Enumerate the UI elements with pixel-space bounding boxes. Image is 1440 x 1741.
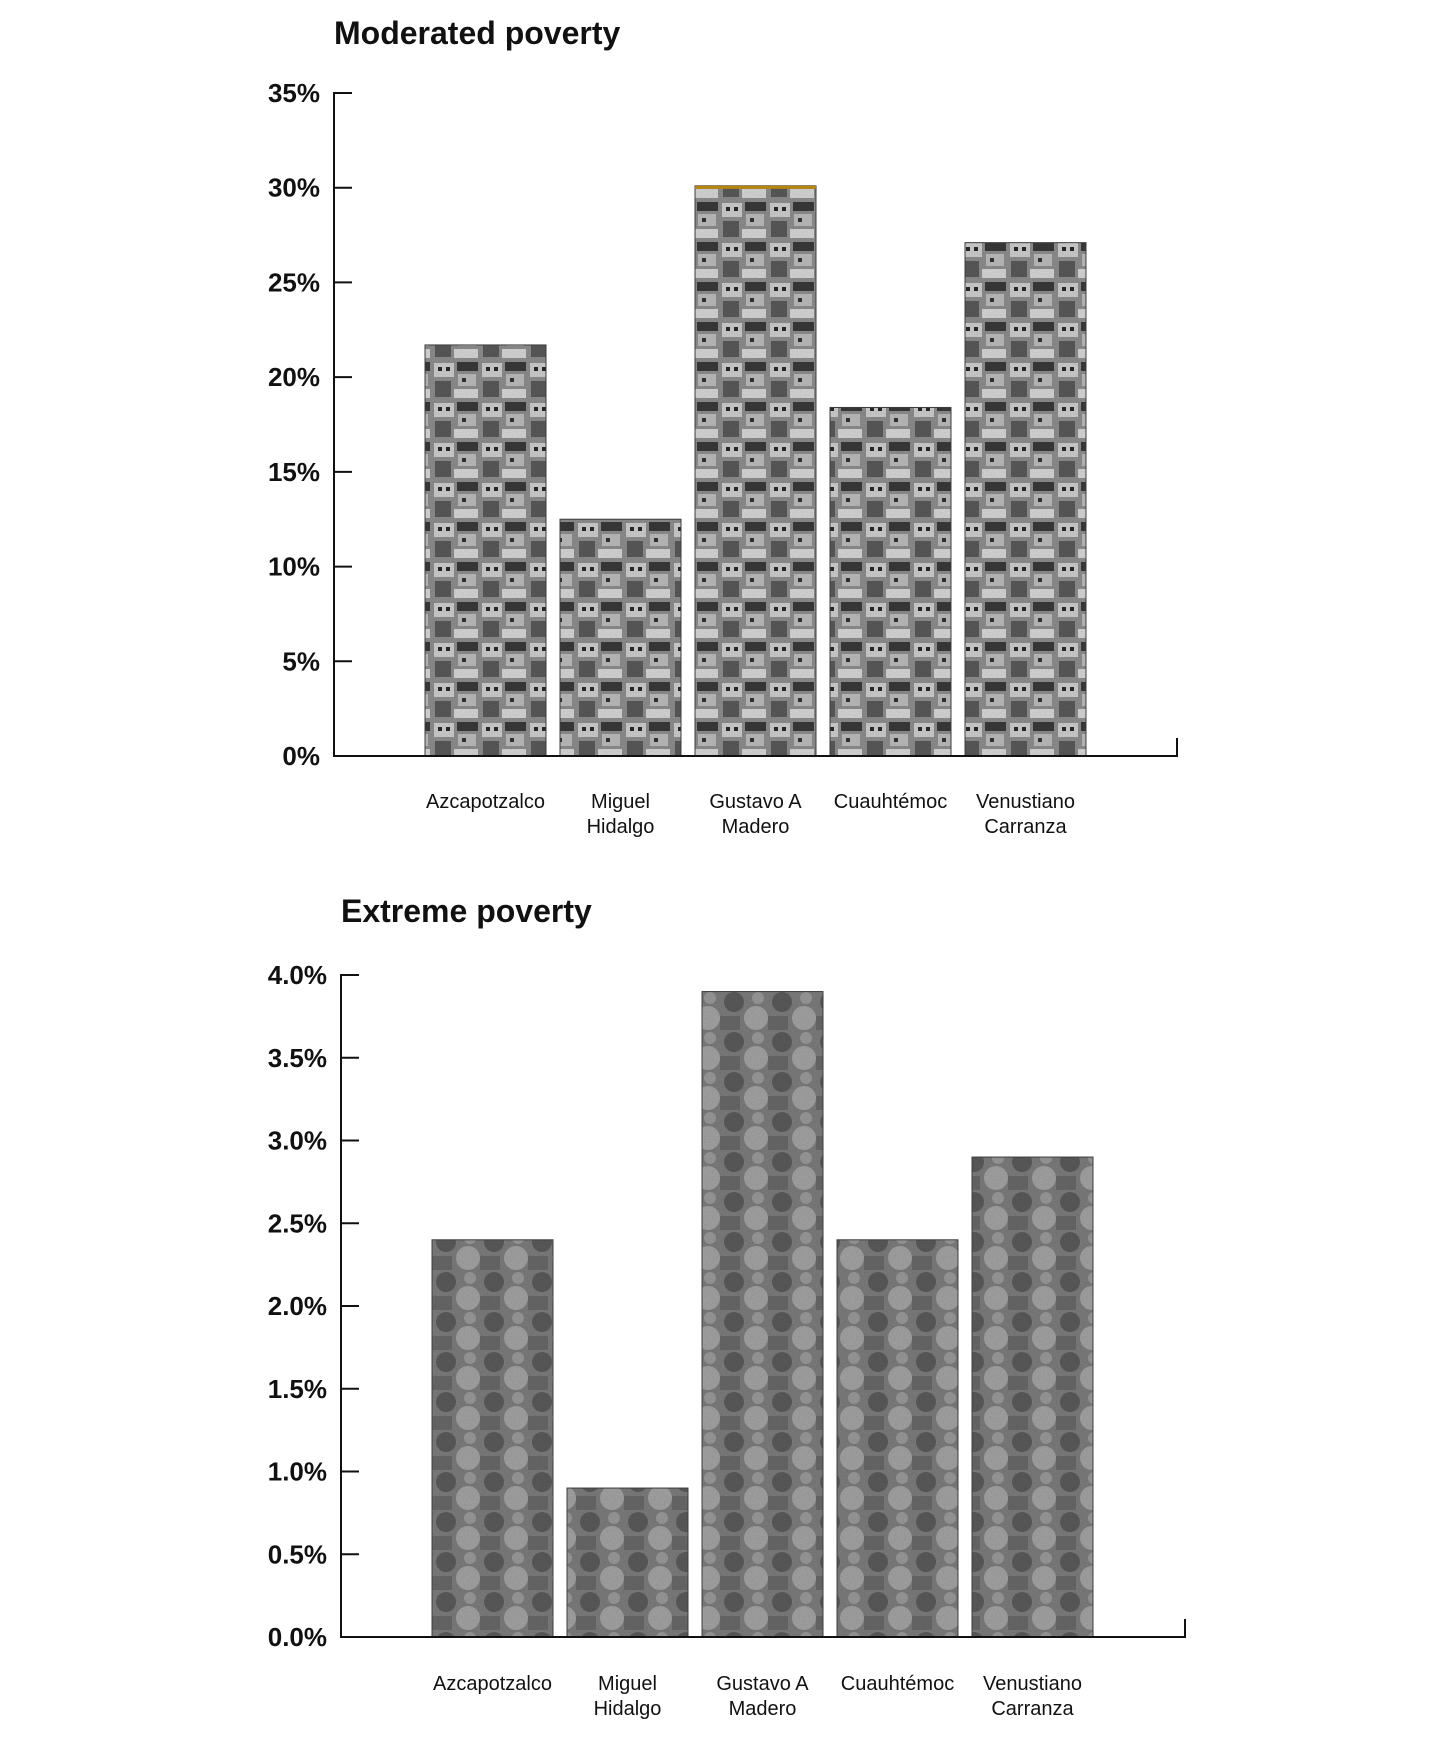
y-tick-label: 3.5% bbox=[267, 1042, 327, 1073]
y-tick-label: 0% bbox=[282, 741, 320, 771]
bar-top-accent bbox=[695, 186, 816, 189]
y-tick-label: 2.0% bbox=[267, 1291, 327, 1321]
bar-fill bbox=[567, 1488, 688, 1637]
bar-4 bbox=[972, 1157, 1093, 1637]
extreme-poverty-chart bbox=[0, 870, 1440, 1741]
y-tick-label: 0.5% bbox=[267, 1539, 327, 1570]
bar-fill bbox=[965, 243, 1086, 756]
y-tick-label: 3.0% bbox=[267, 1125, 327, 1156]
bar-4 bbox=[965, 243, 1086, 756]
y-tick-label: 35% bbox=[267, 78, 320, 108]
y-tick-label: 5% bbox=[282, 646, 320, 677]
x-category-label: Miguel Hidalgo bbox=[586, 791, 655, 838]
chart-title: Extreme poverty bbox=[341, 893, 592, 929]
y-tick-label: 2.5% bbox=[267, 1208, 327, 1239]
bar-3 bbox=[837, 1240, 958, 1637]
y-tick-label: 1.0% bbox=[267, 1456, 327, 1487]
bar-1 bbox=[560, 519, 681, 756]
x-category-label: Cuauhtémoc bbox=[840, 1673, 955, 1695]
y-tick-label: 25% bbox=[267, 267, 320, 298]
bar-2 bbox=[695, 186, 816, 756]
bar-fill bbox=[695, 186, 816, 756]
x-category-label: Cuauhtémoc bbox=[833, 791, 948, 813]
x-category-label: Azcapotzalco bbox=[433, 1673, 552, 1695]
extreme-poverty-svg bbox=[0, 870, 1440, 1741]
bar-1 bbox=[567, 1488, 688, 1637]
y-tick-label: 30% bbox=[267, 172, 320, 203]
bar-fill bbox=[560, 519, 681, 756]
bar-2 bbox=[702, 992, 823, 1637]
bar-0 bbox=[425, 345, 546, 756]
bar-fill bbox=[837, 1240, 958, 1637]
moderated-poverty-chart bbox=[0, 0, 1440, 860]
moderated-poverty-svg bbox=[0, 0, 1440, 860]
bar-fill bbox=[830, 407, 951, 756]
y-tick-label: 4.0% bbox=[267, 960, 327, 990]
x-category-label: Venustiano Carranza bbox=[983, 1673, 1082, 1720]
x-category-label: Miguel Hidalgo bbox=[593, 1673, 662, 1720]
bar-fill bbox=[432, 1240, 553, 1637]
x-category-label: Gustavo A Madero bbox=[716, 1673, 809, 1720]
x-category-label: Venustiano Carranza bbox=[976, 791, 1075, 838]
y-tick-label: 15% bbox=[267, 456, 320, 487]
bar-fill bbox=[972, 1157, 1093, 1637]
bar-0 bbox=[432, 1240, 553, 1637]
x-category-label: Gustavo A Madero bbox=[709, 791, 802, 838]
y-tick-label: 20% bbox=[267, 362, 320, 393]
y-tick-label: 1.5% bbox=[267, 1373, 327, 1404]
bar-fill bbox=[702, 992, 823, 1637]
y-tick-label: 10% bbox=[267, 551, 320, 582]
chart-title: Moderated poverty bbox=[334, 15, 621, 51]
x-category-label: Azcapotzalco bbox=[426, 791, 545, 813]
y-tick-label: 0.0% bbox=[267, 1622, 327, 1652]
bar-fill bbox=[425, 345, 546, 756]
bar-3 bbox=[830, 407, 951, 756]
